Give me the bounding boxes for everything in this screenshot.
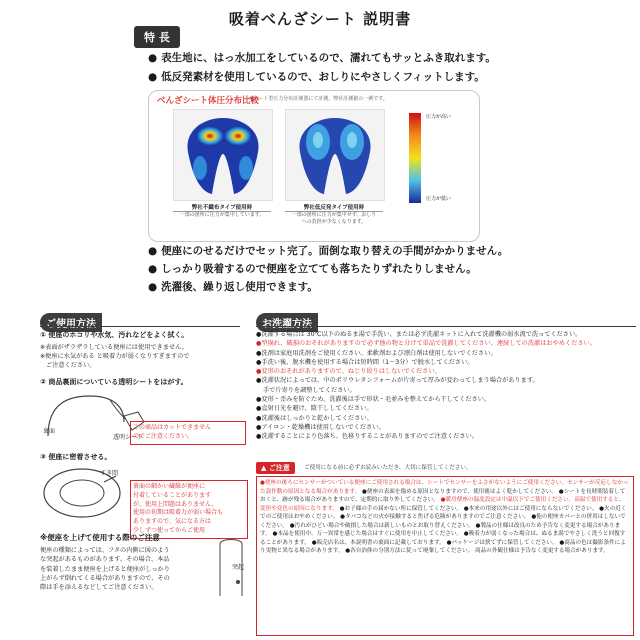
usage-divider: [40, 326, 240, 327]
nonwoven-pressure-map: [173, 109, 273, 201]
no-cut-warning: この商品はカットできません のでご注意ください。: [130, 421, 246, 445]
lift-seat-heading: ※便座を上げて使用する際のご注意: [40, 533, 160, 542]
usage-step-1-note-1: ※表面がザラザラしている便座には使用できません。: [40, 344, 188, 351]
pressure-comparison-figure: [148, 90, 480, 242]
usage-heading: ご使用方法: [40, 313, 102, 332]
caution-box: ●便座の後ろにセンサーがついている便座にご使用される場合は、シートでセンサーをふさがないようにご使用ください。センサーが反応しなかった誤作動の原因となる場合があります。 ●便座の表面を傷める原因となりますので、使用後はよく乾かしてください。 ●シートを長時間装着しておくと、跡が残る場合がありますので、定期的に取り外してください。 ●暖房便座の温度設定は中温以下でご使用ください。高温で使用すると、変形や変色の原因になります。 ●お子様の手の届かない所に保管してください。 ●本来の用途以外にはご使用にならないでください。 ●火の近くでのご使用はおやめください。 ●タバコなどの火が接触すると焦げる危険がありますのでご注意ください。 ●他の便座カバーとの併用はしないでください。 ●汚れがひどい場合や破損した場合は新しいものとお取り替えください。 ●製品の仕様は改良のため予告なく変更する場合があります。 ●本品を使用中、万一異常を感じた場合はすぐに使用を中止してください。 ●吸着力が弱くなった場合は、ぬるま湯でやさしく洗うと回復することがあります。 ●販売店名は、本説明書の裏面に記載しております。 ●パッケージは捨てずに保管してください。 ●商品の色は撮影条件により実物と異なる場合があります。 ●各自治体の分別方法に従って廃棄してください。 商品の外観仕様は予告なく変更する場合があります。: [256, 476, 634, 636]
wash-heading: お洗濯方法: [256, 313, 318, 332]
figure-title: べんざシート体圧分布比較: [157, 96, 260, 106]
caution-badge: ▲ ご注意: [256, 462, 295, 474]
right-caption: 弊社低反発タイプ使用時 一部の箇所に圧力が集中せず、おしり への負担が少なくなります。: [285, 203, 383, 226]
memory-foam-pressure-map: [285, 109, 385, 201]
wash-instructions: ●洗濯する場合は 30℃以下のぬるま湯で手洗い、または必ず洗濯ネットに入れて洗濯機の弱水流で洗ってください。 ●型崩れ、破損のおそれがありますので必ず他の物と分けて単品で洗濯してください。連続しての洗濯はおやめください。 ●洗剤は家庭用洗剤をご使用ください。柔軟剤および漂白剤は使用しないでください。 ●手洗い後、脱水機を使用する場合は短時間（1～3分）で脱水してください。 ●変形のおそれがありますので、ねじり絞りはしないでください。 ●洗濯状況によっては、中のポリウレタンフォームが片寄って厚みが変わってしまう場合があります。 手で片寄りを調整してください。 ●変形・歪みを防ぐため、洗濯後は手で形状・毛並みを整えてから干してください。 ●直射日光を避け、陰干ししてください。 ●洗濯後はしっかりと乾かしてください。 ●アイロン・乾燥機は使用しないでください。 ●洗濯することにより色落ち、色移りすることがありますのでご注意ください。: [256, 331, 596, 441]
document-title: 吸着べんざシート 説明書: [228, 10, 412, 28]
back-side-label: 裏面: [43, 428, 56, 435]
scale-high-label: 圧力が高い: [426, 114, 452, 120]
lift-seat-text: 便座の種類によっては、フタの内側に図のよう な突起があるものがあります。その場合、本品 を装着したまま便座を上げると便座がしっかり 上がらず倒れてくる場合がありますので、その 際は手を添えるなどしてご注意ください。: [40, 547, 170, 592]
usage-step-1: ① 便座のホコリや水気、汚れなどをよく拭く。: [40, 331, 189, 339]
scale-low-label: 圧力が低い: [426, 196, 452, 202]
protrusion-label: 突起: [232, 564, 245, 571]
gap-label: すき間: [100, 470, 119, 477]
usage-step-2: ② 商品裏面についている透明シートをはがす。: [40, 378, 188, 386]
usage-step-3: ③ 便座に密着させる。: [40, 453, 112, 461]
usage-step-1-note-3: ご注意ください。: [46, 362, 96, 369]
feature-1: ● 表生地に、はっ水加工をしているので、濡れてもサッとふき取れます。: [148, 52, 496, 64]
caution-subtitle: ご使用になる前に必ずお読みいただき、大切に保管してください。: [304, 465, 472, 471]
feature-3: ● 便座にのせるだけでセット完了。面倒な取り替えの手間がかかりません。: [148, 245, 509, 257]
left-caption: 弊社不織布タイプ使用時 一部の箇所に圧力が集中しています。: [173, 203, 271, 219]
wash-divider: [256, 326, 636, 327]
figure-note: ※シート型圧力分布計測器にて計測。弊社計測値の一例です。: [249, 96, 388, 102]
clear-sheet-label: 透明シート: [113, 434, 144, 441]
feature-4: ● しっかり吸着するので便座を立てても落ちたりずれたりしません。: [148, 263, 477, 275]
feature-5: ● 洗濯後、繰り返し使用できます。: [148, 281, 318, 293]
feature-2: ● 低反発素材を使用しているので、おしりにやさしくフィットします。: [148, 71, 485, 83]
fiber-note: 裏面の細かい繊維が便座に 付着していることがあります が、使用上問題はありません。 使用の初期は吸着力が弱い場合も ありますので、気になる方は 少しずつ使ってからご使用: [130, 480, 248, 539]
features-tag: 特 長: [134, 26, 180, 48]
pressure-scale: [409, 113, 421, 203]
usage-step-1-note-2: ※便座に水気がある と吸着力が弱くなりすぎますので: [40, 353, 190, 360]
